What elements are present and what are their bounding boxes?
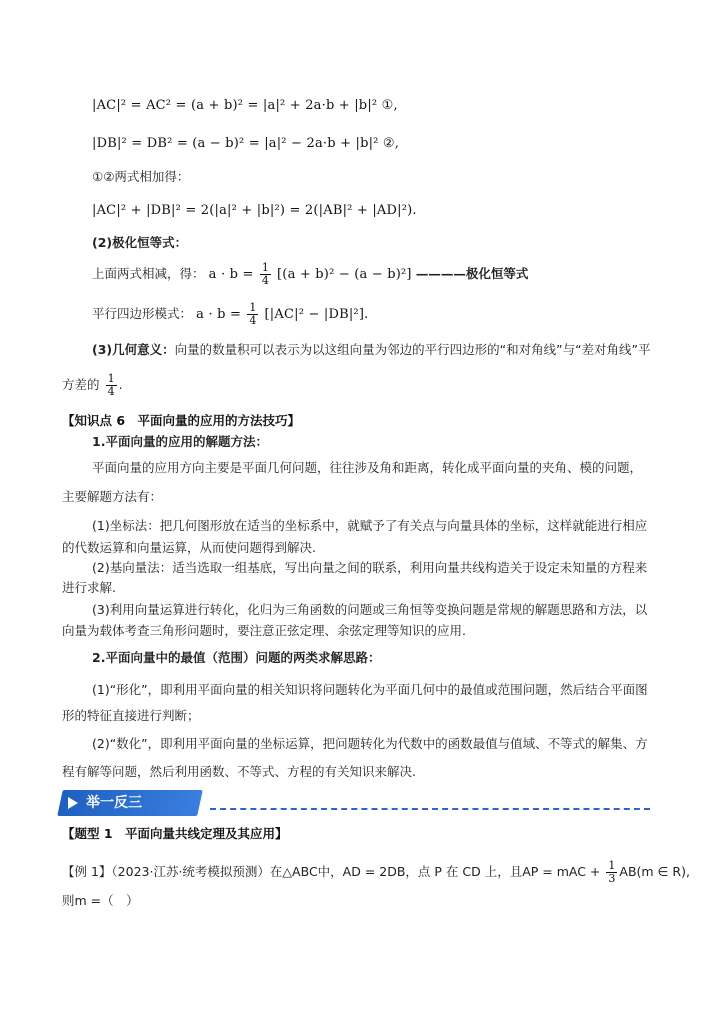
polarization-heading: (2)极化恒等式： [92, 235, 188, 250]
strategy-2-line-b: 程有解等问题，然后利用函数、不等式、方程的有关知识来解决. [62, 764, 416, 779]
add-text: ①②两式相加得： [92, 169, 190, 184]
fraction-one-quarter: $\frac{1}{4}$ [249, 301, 257, 327]
banner-label: 举一反三 [86, 795, 142, 811]
geometry-text2-end: . [118, 377, 123, 392]
banner-dashed-divider [210, 808, 650, 810]
method-2-line-b: 进行求解. [62, 580, 116, 595]
fraction-one-quarter: $\frac{1}{4}$ [107, 372, 115, 398]
strategy-1-line-a: (1)“形化”，即利用平面向量的相关知识将问题转化为平面几何中的最值或范围问题，然后结合平面图 [92, 682, 648, 697]
polarization-line2-prefix: 平行四边形模式： [92, 306, 193, 321]
polarization-line2-formula-b: [|AC|² − |DB|²]. [264, 307, 369, 322]
geometry-heading: (3)几何意义： [92, 342, 175, 357]
method-3-line-a: (3)利用向量运算进行转化，化归为三角函数的问题或三角恒等变换问题是常规的解题思路和方法，以 [92, 602, 648, 617]
method-3-line-b: 向量为载体考查三角形问题时，要注意正弦定理、余弦定理等知识的应用. [62, 623, 466, 638]
polarization-label: ————极化恒等式 [415, 266, 529, 281]
formula-eq2: |DB|² = DB² = (a − b)² = |a|² − 2a·b + |b|² ②, [92, 136, 400, 151]
example-1-text-end: AB(m ∈ R), [619, 864, 690, 879]
geometry-line2 [62, 373, 123, 398]
kp-subheading-1: 1.平面向量的应用的解题方法： [92, 434, 268, 449]
knowledge-point-title: 【知识点 6 平面向量的应用的方法技巧】 [62, 413, 301, 428]
strategy-2-line-a: (2)“数化”，即利用平面向量的坐标运算，把问题转化为代数中的函数最值与值域、不等式的解集、方 [92, 736, 648, 751]
example-1-line1 [62, 860, 690, 885]
polarization-line1-formula-b: [(a + b)² − (a − b)²] [277, 267, 412, 282]
method-1-line-a: (1)坐标法：把几何图形放在适当的坐标系中，就赋予了有关点与向量具体的坐标，这样就能进行相应 [92, 518, 648, 533]
question-type-title: 【题型 1 平面向量共线定理及其应用】 [62, 826, 288, 841]
kp-subheading-2: 2.平面向量中的最值（范围）问题的两类求解思路： [92, 650, 381, 665]
formula-eq3: |AC|² + |DB|² = 2(|a|² + |b|²) = 2(|AB|² + |AD|²). [92, 203, 417, 218]
play-triangle-icon [68, 797, 78, 809]
polarization-line2-formula-a: a · b = [196, 307, 246, 322]
polarization-line1 [92, 262, 528, 287]
polarization-line1-formula-a: a · b = [208, 267, 258, 282]
polarization-line2 [92, 302, 368, 327]
example-1-line2: 则m =（ ） [62, 893, 139, 908]
strategy-1-line-b: 形的特征直接进行判断； [62, 708, 200, 723]
method-1-line-b: 的代数运算和向量运算，从而使问题得到解决. [62, 540, 316, 555]
kp-paragraph-1b: 主要解题方法有： [62, 489, 163, 504]
method-2-line-a: (2)基向量法：适当选取一组基底，写出向量之间的联系，利用向量共线构造关于设定未知量的方程来 [92, 560, 648, 575]
section-banner [68, 790, 142, 816]
kp-paragraph-1: 平面向量的应用方向主要是平面几何问题，往往涉及角和距离，转化成平面向量的夹角、模的问题， [92, 460, 643, 475]
polarization-line1-prefix: 上面两式相减，得： [92, 266, 205, 281]
geometry-text: 向量的数量积可以表示为以这组向量为邻边的平行四边形的“和对角线”与“差对角线”平 [174, 342, 651, 357]
example-1-text: 【例 1】（2023·江苏·统考模拟预测）在△ABC中，AD = 2DB，点 P 在 CD 上，且AP = mAC + [62, 864, 605, 879]
formula-eq1: |AC|² = AC² = (a + b)² = |a|² + 2a·b + |b|² ①, [92, 98, 398, 113]
geometry-line1 [92, 340, 651, 361]
geometry-text2: 方差的 [62, 377, 100, 392]
fraction-one-quarter: $\frac{1}{4}$ [261, 261, 269, 287]
fraction-one-third: $\frac{1}{3}$ [608, 859, 616, 885]
